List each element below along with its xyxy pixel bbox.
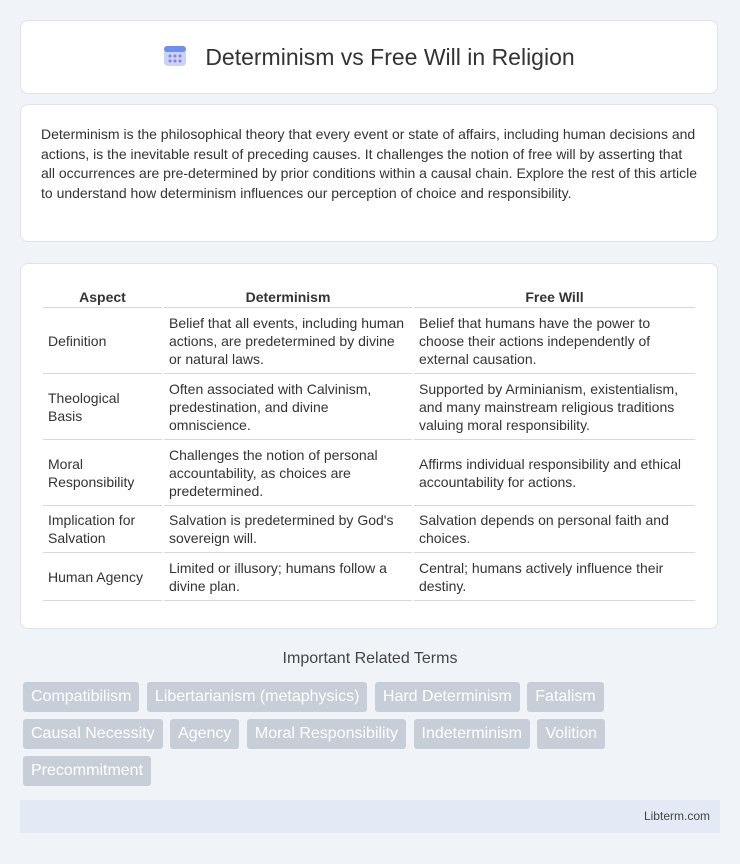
table-row [43, 308, 695, 374]
header-determinism: Determinism [164, 284, 412, 308]
cell-free-will: Salvation depends on personal faith and choices. [414, 506, 695, 553]
comparison-table [41, 284, 697, 601]
tag-causal-necessity[interactable]: Causal Necessity [23, 719, 163, 749]
cell-determinism: Often associated with Calvinism, predestination, and divine omniscience. [164, 374, 412, 440]
table-row [43, 553, 695, 601]
calendar-icon [163, 43, 187, 72]
header-free-will: Free Will [414, 284, 695, 308]
tag-precommitment[interactable]: Precommitment [23, 756, 151, 786]
tag-fatalism[interactable]: Fatalism [527, 682, 603, 712]
header-card [20, 20, 718, 94]
cell-aspect: Implication for Salvation [43, 506, 162, 553]
table-row [43, 506, 695, 553]
cell-determinism: Challenges the notion of personal accountability, as choices are predetermined. [164, 440, 412, 506]
cell-determinism: Salvation is predetermined by God's sovereign will. [164, 506, 412, 553]
tag-compatibilism[interactable]: Compatibilism [23, 682, 139, 712]
tag-moral-responsibility[interactable]: Moral Responsibility [247, 719, 406, 749]
tag-libertarianism[interactable]: Libertarianism (metaphysics) [147, 682, 368, 712]
cell-aspect: Human Agency [43, 553, 162, 601]
cell-free-will: Supported by Arminianism, existentialism, and many mainstream religious traditions valuing moral responsibility. [414, 374, 695, 440]
cell-free-will: Central; humans actively influence their destiny. [414, 553, 695, 601]
cell-determinism: Belief that all events, including human actions, are predetermined by divine or natural laws. [164, 308, 412, 374]
table-row [43, 374, 695, 440]
related-terms-title: Important Related Terms [282, 650, 458, 667]
cell-aspect: Moral Responsibility [43, 440, 162, 506]
header-aspect: Aspect [43, 284, 162, 308]
related-terms-list [23, 682, 623, 793]
cell-free-will: Belief that humans have the power to choose their actions independently of external causation. [414, 308, 695, 374]
tag-volition[interactable]: Volition [537, 719, 605, 749]
tag-indeterminism[interactable]: Indeterminism [414, 719, 530, 749]
table-row [43, 440, 695, 506]
cell-determinism: Limited or illusory; humans follow a divine plan. [164, 553, 412, 601]
footer [20, 800, 720, 833]
cell-free-will: Affirms individual responsibility and ethical accountability for actions. [414, 440, 695, 506]
table-header-row [43, 284, 695, 308]
cell-aspect: Theological Basis [43, 374, 162, 440]
footer-site-link[interactable]: Libterm.com [643, 809, 710, 823]
comparison-card [20, 263, 718, 629]
tag-agency[interactable]: Agency [170, 719, 239, 749]
page-title: Determinism vs Free Will in Religion [205, 43, 575, 70]
intro-card [20, 104, 718, 242]
cell-aspect: Definition [43, 308, 162, 374]
intro-text: Determinism is the philosophical theory that every event or state of affairs, including human decisions and actions, is the inevitable result of preceding causes. It challenges the notion of free will by asserting that all occurrences are pre-determined by prior conditions within a causal chain. Explore the rest of this article to understand how determinism influences our perception of choice and responsibility. [41, 126, 697, 201]
tag-hard-determinism[interactable]: Hard Determinism [375, 682, 520, 712]
